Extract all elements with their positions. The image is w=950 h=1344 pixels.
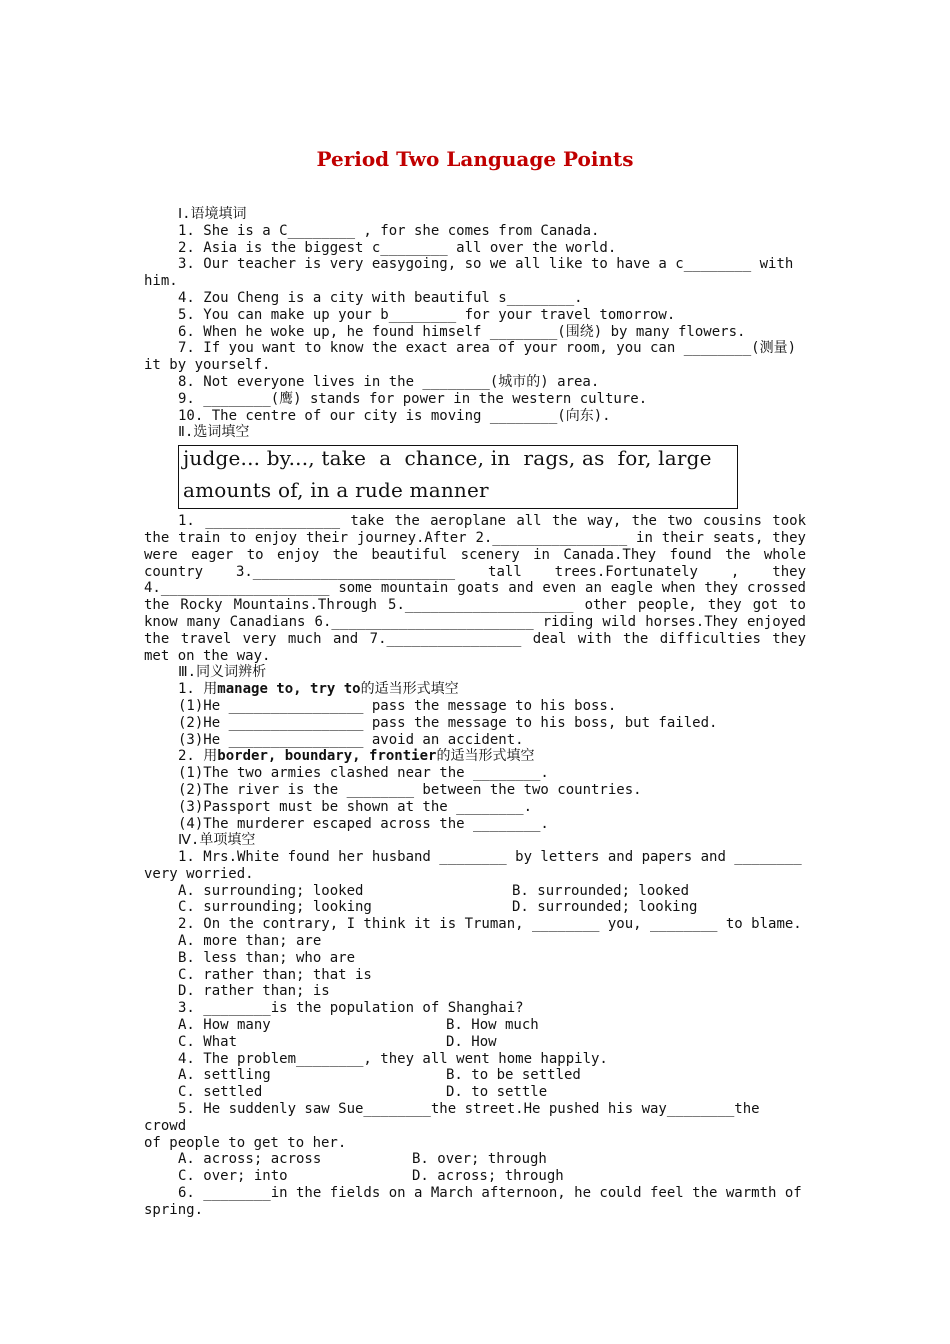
word-bank-box bbox=[178, 445, 738, 509]
question: (1)The two armies clashed near the ________. bbox=[178, 765, 549, 782]
section-heading: Ⅱ.选词填空 bbox=[178, 424, 250, 441]
question: 3. ________is the population of Shanghai? bbox=[178, 1000, 524, 1017]
option: D. rather than; is bbox=[178, 983, 330, 1000]
page-title: Period Two Language Points bbox=[316, 147, 634, 171]
question: 9. ________(鹰) stands for power in the western culture. bbox=[178, 390, 648, 407]
question-continuation: it by yourself. bbox=[144, 357, 271, 374]
sub-heading-suffix: 的适当形式填空 bbox=[360, 681, 459, 698]
question: 3. Our teacher is very easygoing, so we all like to have a c________ with bbox=[178, 256, 794, 273]
option: A. settling bbox=[178, 1067, 271, 1084]
section-heading: Ⅲ.同义词辨析 bbox=[178, 664, 267, 681]
question: 2. Asia is the biggest c________ all over the world. bbox=[178, 239, 617, 256]
options-row bbox=[144, 1034, 806, 1051]
question: 6. ________in the fields on a March afternoon, he could feel the warmth of bbox=[178, 1185, 802, 1202]
option: A. across; across bbox=[178, 1151, 322, 1168]
question: 5. You can make up your b________ for your travel tomorrow. bbox=[178, 306, 676, 323]
question: (4)The murderer escaped across the ________. bbox=[178, 815, 549, 832]
options-row bbox=[144, 1151, 806, 1168]
question-continuation: spring. bbox=[144, 1201, 204, 1218]
option: B. less than; who are bbox=[178, 949, 356, 966]
options-row bbox=[144, 1017, 806, 1034]
option: B. to be settled bbox=[446, 1067, 581, 1084]
options-row bbox=[144, 1067, 806, 1084]
option: B. surrounded; looked bbox=[512, 882, 690, 899]
question-continuation: him. bbox=[144, 273, 178, 290]
question: (3)Passport must be shown at the ________. bbox=[178, 798, 533, 815]
option: A. surrounding; looked bbox=[178, 882, 364, 899]
option: C. rather than; that is bbox=[178, 966, 372, 983]
question: 5. He suddenly saw Sue________the street.He pushed his way________the crowd bbox=[144, 1101, 769, 1134]
question: (2)The river is the ________ between the two countries. bbox=[178, 781, 642, 798]
options-row bbox=[144, 1168, 806, 1185]
question: 4. The problem________, they all went home happily. bbox=[178, 1050, 608, 1067]
exercise-body bbox=[144, 206, 806, 1219]
option: C. over; into bbox=[178, 1168, 288, 1185]
section-heading: Ⅰ.语境填词 bbox=[178, 206, 247, 222]
sub-heading bbox=[144, 681, 806, 698]
options-row bbox=[144, 899, 806, 916]
question: 4. Zou Cheng is a city with beautiful s________. bbox=[178, 289, 583, 306]
question: 1. Mrs.White found her husband ________ by letters and papers and ________ bbox=[178, 849, 802, 866]
option: C. What bbox=[178, 1033, 238, 1050]
option: B. over; through bbox=[412, 1151, 547, 1168]
question: 2. On the contrary, I think it is Truman, ________ you, ________ to blame. bbox=[178, 916, 802, 933]
question-continuation: very worried. bbox=[144, 865, 254, 882]
question: (1)He ________________ pass the message to his boss. bbox=[178, 697, 617, 714]
option: D. to settle bbox=[446, 1084, 548, 1101]
sub-heading-words: border, boundary, frontier bbox=[217, 748, 437, 765]
question: 6. When he woke up, he found himself ________(围绕) by many flowers. bbox=[178, 323, 746, 340]
options-row bbox=[144, 883, 806, 900]
section-heading: Ⅳ.单项填空 bbox=[178, 832, 256, 849]
sub-heading-suffix: 的适当形式填空 bbox=[436, 748, 535, 765]
sub-heading-prefix: 2. 用 bbox=[178, 748, 218, 765]
question: (2)He ________________ pass the message to his boss, but failed. bbox=[178, 714, 718, 731]
option: C. settled bbox=[178, 1084, 263, 1101]
option: D. How bbox=[446, 1033, 497, 1050]
question: 10. The centre of our city is moving ________(向东). bbox=[178, 407, 611, 424]
question: (3)He ________________ avoid an accident. bbox=[178, 731, 524, 748]
option: D. surrounded; looking bbox=[512, 899, 698, 916]
sub-heading-words: manage to, try to bbox=[217, 681, 361, 698]
question: 7. If you want to know the exact area of your room, you can ________(测量) bbox=[178, 340, 797, 357]
question: 8. Not everyone lives in the ________(城市的) area. bbox=[178, 373, 600, 390]
option: A. How many bbox=[178, 1017, 271, 1034]
option: D. across; through bbox=[412, 1168, 564, 1185]
option: A. more than; are bbox=[178, 933, 322, 950]
option: B. How much bbox=[446, 1017, 539, 1034]
word-bank-line: amounts of, in a rude manner bbox=[183, 478, 489, 503]
options-row bbox=[144, 1084, 806, 1101]
question: 1. She is a C________ , for she comes from Canada. bbox=[178, 222, 600, 239]
sub-heading-prefix: 1. 用 bbox=[178, 681, 218, 698]
sub-heading bbox=[144, 748, 806, 765]
passage: 1. ________________ take the aeroplane all the way, the two cousins took the train to enjoy their journey.After 2.________________ in their seats, they were eager to enjoy the beautiful scenery in Canada.They found the whole country 3.________________________ tall trees.Fortunately , they 4.____________________ some mountain goats and even an eagle when they crossed the Rocky Mountains.Through 5.____________________ other people, they got to know many Canadians 6.________________________ riding wild horses.They enjoyed the travel very much and 7.________________ deal with the difficulties they met on the way. bbox=[144, 513, 806, 664]
word-bank-line: judge... by..., take a chance, in rags, as for, large bbox=[183, 446, 712, 471]
option: C. surrounding; looking bbox=[178, 899, 372, 916]
question-continuation: of people to get to her. bbox=[144, 1134, 347, 1151]
